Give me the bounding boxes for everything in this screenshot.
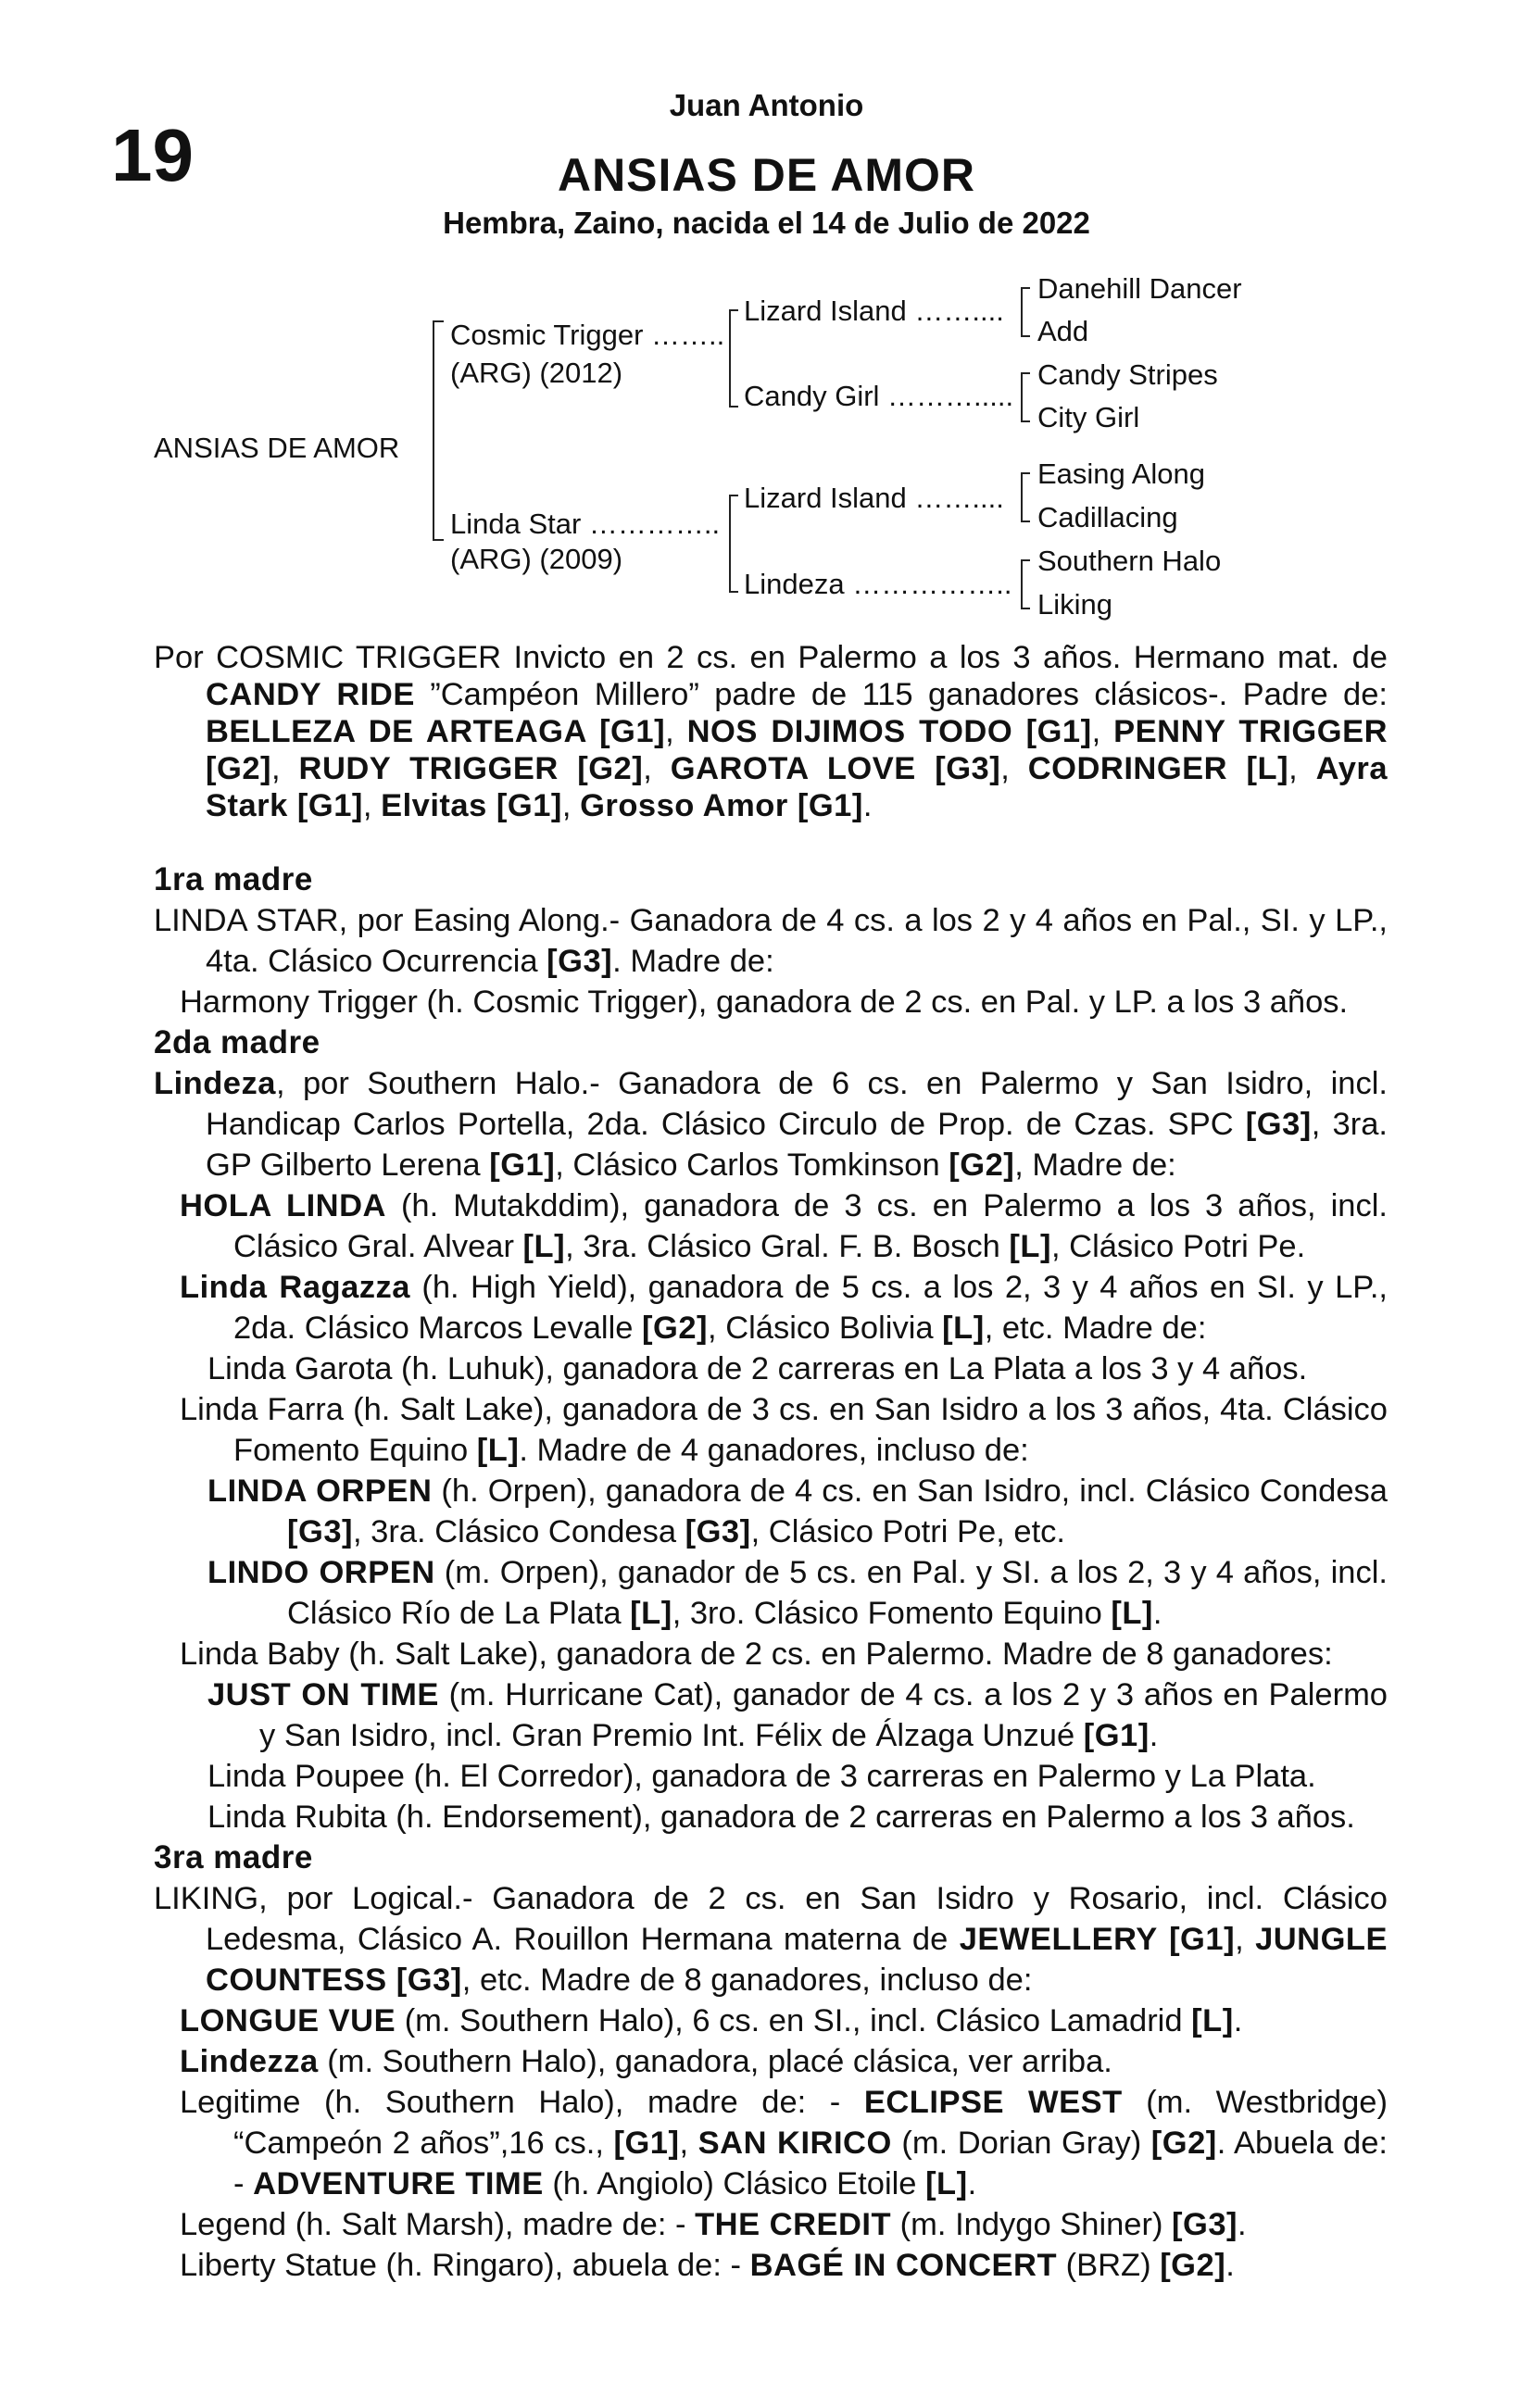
pedigree-sire-dam: Candy Girl ……….....: [744, 380, 1014, 412]
heading-third-dam: 3ra madre: [154, 1839, 313, 1875]
pedigree-dam-dam: Lindeza ……………..: [744, 568, 1012, 600]
pedigree-ggp: Add: [1037, 315, 1089, 347]
pedigree-ggp: Liking: [1037, 588, 1112, 621]
produce-entry: Linda Ragazza (h. High Yield), ganadora de 5 cs. a los 2, 3 y 4 años en SI. y LP., 2da. Clásico Marcos Levalle [G2], Clásico Bolivia [L], etc. Madre de:: [180, 1270, 1388, 1346]
pedigree-dam-origin: (ARG) (2009): [450, 543, 623, 575]
consignor-name: Juan Antonio: [669, 88, 864, 122]
pedigree-ggp: Southern Halo: [1037, 545, 1222, 577]
produce-entry: Liberty Statue (h. Ringaro), abuela de: - BAGÉ IN CONCERT (BRZ) [G2].: [180, 2248, 1235, 2283]
pedigree-ggp: City Girl: [1037, 401, 1140, 433]
produce-entry: HOLA LINDA (h. Mutakddim), ganadora de 3 cs. en Palermo a los 3 años, incl. Clásico Gral. Alvear [L], 3ra. Clásico Gral. F. B. Bosch [L], Clásico Potri Pe.: [180, 1188, 1388, 1264]
heading-second-dam: 2da madre: [154, 1024, 320, 1060]
produce-entry: JUST ON TIME (m. Hurricane Cat), ganador de 4 cs. a los 2 y 3 años en Palermo y San Isidro, incl. Gran Premio Int. Félix de Álzaga Unzué [G1].: [207, 1677, 1388, 1753]
produce-entry: Linda Farra (h. Salt Lake), ganadora de 3 cs. en San Isidro a los 3 años, 4ta. Clásico Fomento Equino [L]. Madre de 4 ganadores, incluso de:: [180, 1392, 1388, 1468]
produce-entry: LONGUE VUE (m. Southern Halo), 6 cs. en SI., incl. Clásico Lamadrid [L].: [180, 2003, 1243, 2038]
pedigree-ggp: Candy Stripes: [1037, 358, 1218, 391]
pedigree-ggp: Cadillacing: [1037, 501, 1178, 533]
pedigree-bracket: [433, 320, 444, 541]
sire-section: [154, 639, 1388, 824]
produce-entry: Linda Baby (h. Salt Lake), ganadora de 2 cs. en Palermo. Madre de 8 ganadores:: [180, 1637, 1333, 1672]
pedigree-bracket: [1021, 559, 1030, 609]
horse-description: Hembra, Zaino, nacida el 14 de Julio de 2022: [443, 206, 1090, 240]
pedigree-sire-origin: (ARG) (2012): [450, 357, 623, 389]
horse-name: ANSIAS DE AMOR: [557, 149, 976, 201]
pedigree-bracket: [729, 495, 738, 593]
produce-entry: Linda Garota (h. Luhuk), ganadora de 2 carreras en La Plata a los 3 y 4 años.: [207, 1351, 1308, 1386]
pedigree-sire: Cosmic Trigger ……..: [450, 319, 725, 351]
pedigree-bracket: [1021, 372, 1030, 422]
produce-entry: Lindezza (m. Southern Halo), ganadora, placé clásica, ver arriba.: [180, 2044, 1112, 2079]
produce-entry: Legend (h. Salt Marsh), madre de: - THE CREDIT (m. Indygo Shiner) [G3].: [180, 2207, 1247, 2242]
second-dam-paragraph: Lindeza, por Southern Halo.- Ganadora de 6 cs. en Palermo y San Isidro, incl. Handicap Carlos Portella, 2da. Clásico Circulo de Prop. de Czas. SPC [G3], 3ra. GP Gilberto Lerena [G1], Clásico Carlos Tomkinson [G2], Madre de:: [154, 1066, 1388, 1183]
produce-entry: LINDA ORPEN (h. Orpen), ganadora de 4 cs. en San Isidro, incl. Clásico Condesa [G3], 3ra. Clásico Condesa [G3], Clásico Potri Pe, etc.: [207, 1474, 1388, 1549]
pedigree-ggp: Easing Along: [1037, 458, 1205, 490]
pedigree-bracket: [1021, 472, 1030, 522]
female-family: [154, 859, 1388, 2286]
produce-entry: LINDO ORPEN (m. Orpen), ganador de 5 cs. en Pal. y SI. a los 2, 3 y 4 años, incl. Clásico Río de La Plata [L], 3ro. Clásico Fomento Equino [L].: [207, 1555, 1388, 1631]
pedigree-bracket: [1021, 287, 1030, 337]
pedigree-dam-sire: Lizard Island ……....: [744, 482, 1004, 514]
first-dam-paragraph: LINDA STAR, por Easing Along.- Ganadora de 4 cs. a los 2 y 4 años en Pal., SI. y LP., 4ta. Clásico Ocurrencia [G3]. Madre de:: [154, 903, 1388, 979]
produce-entry: Harmony Trigger (h. Cosmic Trigger), ganadora de 2 cs. en Pal. y LP. a los 3 años.: [180, 985, 1349, 1020]
pedigree-ggp: Danehill Dancer: [1037, 272, 1242, 305]
produce-entry: Linda Poupee (h. El Corredor), ganadora de 3 carreras en Palermo y La Plata.: [207, 1759, 1316, 1794]
pedigree-sire-sire: Lizard Island ……....: [744, 295, 1004, 327]
produce-entry: Legitime (h. Southern Halo), madre de: - ECLIPSE WEST (m. Westbridge) “Campeón 2 años”,16 cs., [G1], SAN KIRICO (m. Dorian Gray) [G2]. Abuela de: - ADVENTURE TIME (h. Angiolo) Clásico Etoile [L].: [180, 2085, 1388, 2201]
pedigree-subject: ANSIAS DE AMOR: [154, 432, 400, 464]
pedigree-bracket: [729, 309, 738, 408]
pedigree-dam: Linda Star …………..: [450, 508, 721, 540]
third-dam-paragraph: LIKING, por Logical.- Ganadora de 2 cs. en San Isidro y Rosario, incl. Clásico Ledesma, Clásico A. Rouillon Hermana materna de JEWELLERY [G1], JUNGLE COUNTESS [G3], etc. Madre de 8 ganadores, incluso de:: [154, 1881, 1388, 1998]
lot-number: 19: [111, 114, 194, 196]
sire-paragraph: Por COSMIC TRIGGER Invicto en 2 cs. en Palermo a los 3 años. Hermano mat. de CANDY RIDE ”Campéon Millero” padre de 115 ganadores clásicos-. Padre de: BELLEZA DE ARTEAGA [G1], NOS DIJIMOS TODO [G1], PENNY TRIGGER [G2], RUDY TRIGGER [G2], GAROTA LOVE [G3], CODRINGER [L], Ayra Stark [G1], Elvitas [G1], Grosso Amor [G1].: [154, 640, 1388, 823]
produce-entry: Linda Rubita (h. Endorsement), ganadora de 2 carreras en Palermo a los 3 años.: [207, 1800, 1355, 1835]
heading-first-dam: 1ra madre: [154, 861, 313, 897]
